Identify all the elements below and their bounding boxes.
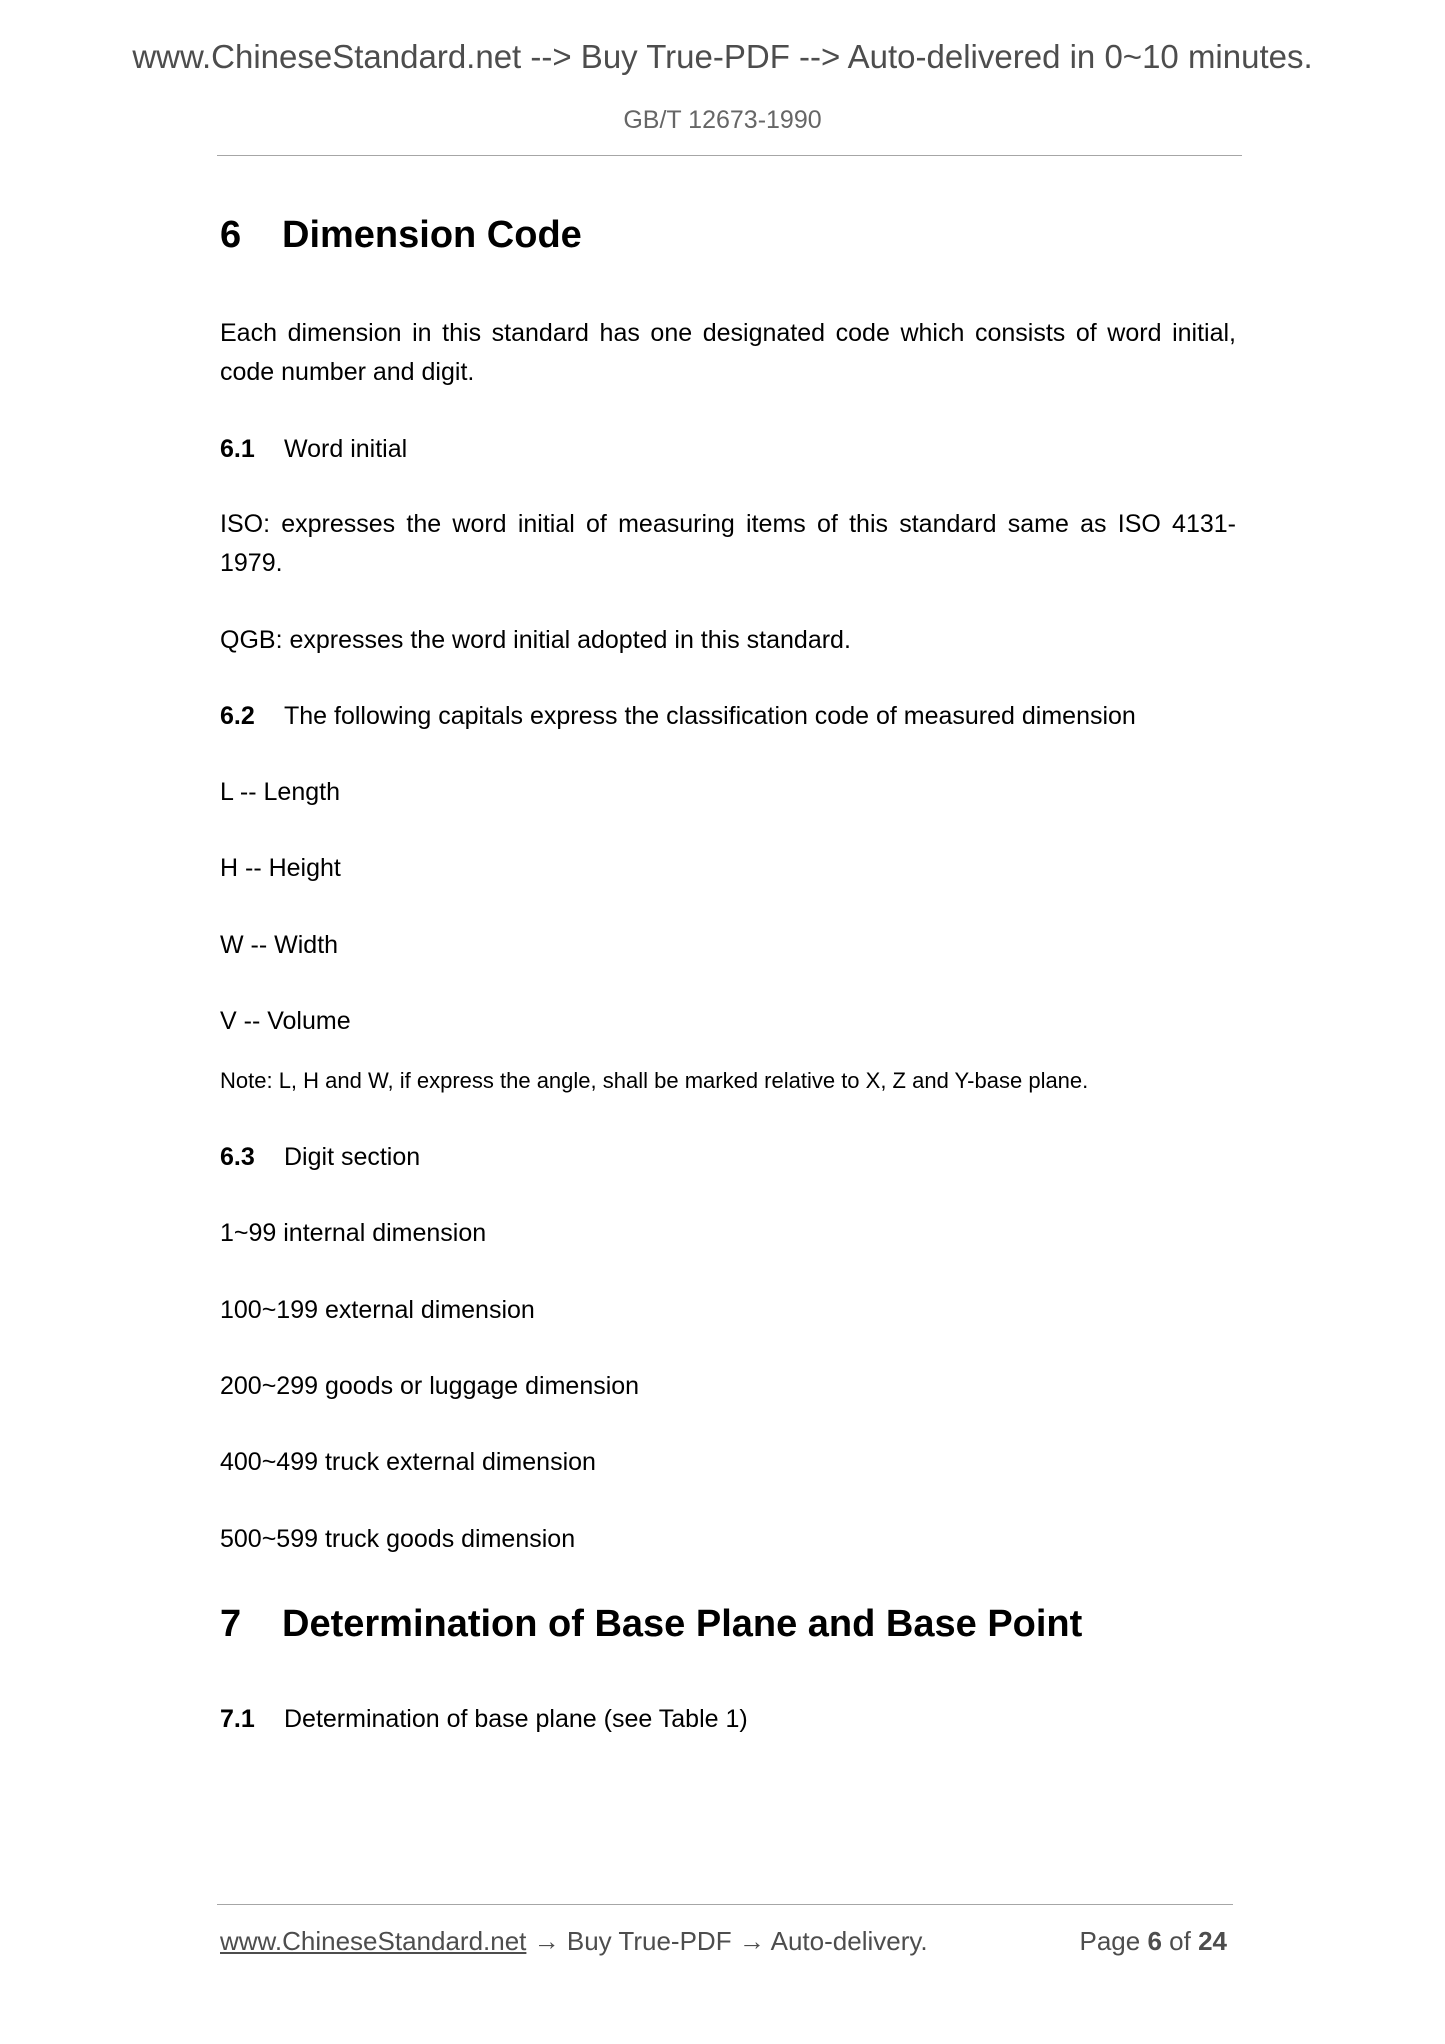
footer-link[interactable]: www.ChineseStandard.net	[220, 1926, 527, 1956]
section-6-intro: Each dimension in this standard has one designated code which consists of word initial, code number and digit.	[220, 319, 1236, 386]
clause-number: 6.2	[220, 702, 255, 730]
clause-number: 6.3	[220, 1143, 255, 1171]
iso-paragraph: ISO: expresses the word initial of measuring items of this standard same as ISO 4131-1979.	[220, 510, 1236, 577]
digit-item: 400~499 truck external dimension	[220, 1448, 596, 1476]
clause-6-2	[220, 702, 1136, 731]
section-title: Dimension Code	[282, 214, 582, 256]
section-number: 6	[220, 214, 242, 256]
code-item: W -- Width	[220, 931, 339, 959]
clause-number: 6.1	[220, 435, 255, 463]
arrow-right-icon: →	[738, 1926, 765, 1956]
note: Note: L, H and W, if express the angle, shall be marked relative to X, Z and Y-base plane.	[220, 1068, 1089, 1093]
clause-title: Digit section	[284, 1143, 421, 1171]
clause-title: Determination of base plane (see Table 1)	[284, 1705, 748, 1733]
page-number: 6	[1147, 1926, 1162, 1956]
footer-divider	[217, 1904, 1233, 1905]
footer-promo	[220, 1926, 928, 1957]
code-item: V -- Volume	[220, 1007, 351, 1035]
section-7-heading	[220, 1603, 1082, 1646]
page-total: 24	[1198, 1926, 1227, 1956]
section-number: 7	[220, 1603, 242, 1645]
qgb-paragraph: QGB: expresses the word initial adopted in this standard.	[220, 626, 851, 654]
page-word: Page	[1079, 1926, 1141, 1956]
of-word: of	[1169, 1926, 1191, 1956]
footer-delivery: Auto-delivery.	[770, 1926, 928, 1956]
footer-buy: Buy True-PDF	[566, 1926, 732, 1956]
clause-title: Word initial	[284, 435, 408, 463]
standard-number: GB/T 12673-1990	[623, 106, 822, 134]
code-item: H -- Height	[220, 854, 341, 882]
page-indicator	[1079, 1926, 1227, 1957]
header-banner: www.ChineseStandard.net --> Buy True-PDF --> Auto-delivered in 0~10 minutes.	[132, 38, 1313, 75]
clause-7-1	[220, 1705, 748, 1734]
section-6-heading	[220, 214, 582, 257]
section-title: Determination of Base Plane and Base Point	[282, 1603, 1083, 1645]
header-divider	[217, 155, 1242, 156]
code-item: L -- Length	[220, 778, 340, 806]
clause-6-3	[220, 1143, 420, 1172]
clause-number: 7.1	[220, 1705, 255, 1733]
clause-title: The following capitals express the classification code of measured dimension	[284, 702, 1136, 730]
digit-item: 200~299 goods or luggage dimension	[220, 1372, 640, 1400]
clause-6-1	[220, 435, 407, 464]
digit-item: 1~99 internal dimension	[220, 1219, 487, 1247]
digit-item: 100~199 external dimension	[220, 1296, 535, 1324]
digit-item: 500~599 truck goods dimension	[220, 1525, 576, 1553]
arrow-right-icon: →	[533, 1926, 560, 1956]
